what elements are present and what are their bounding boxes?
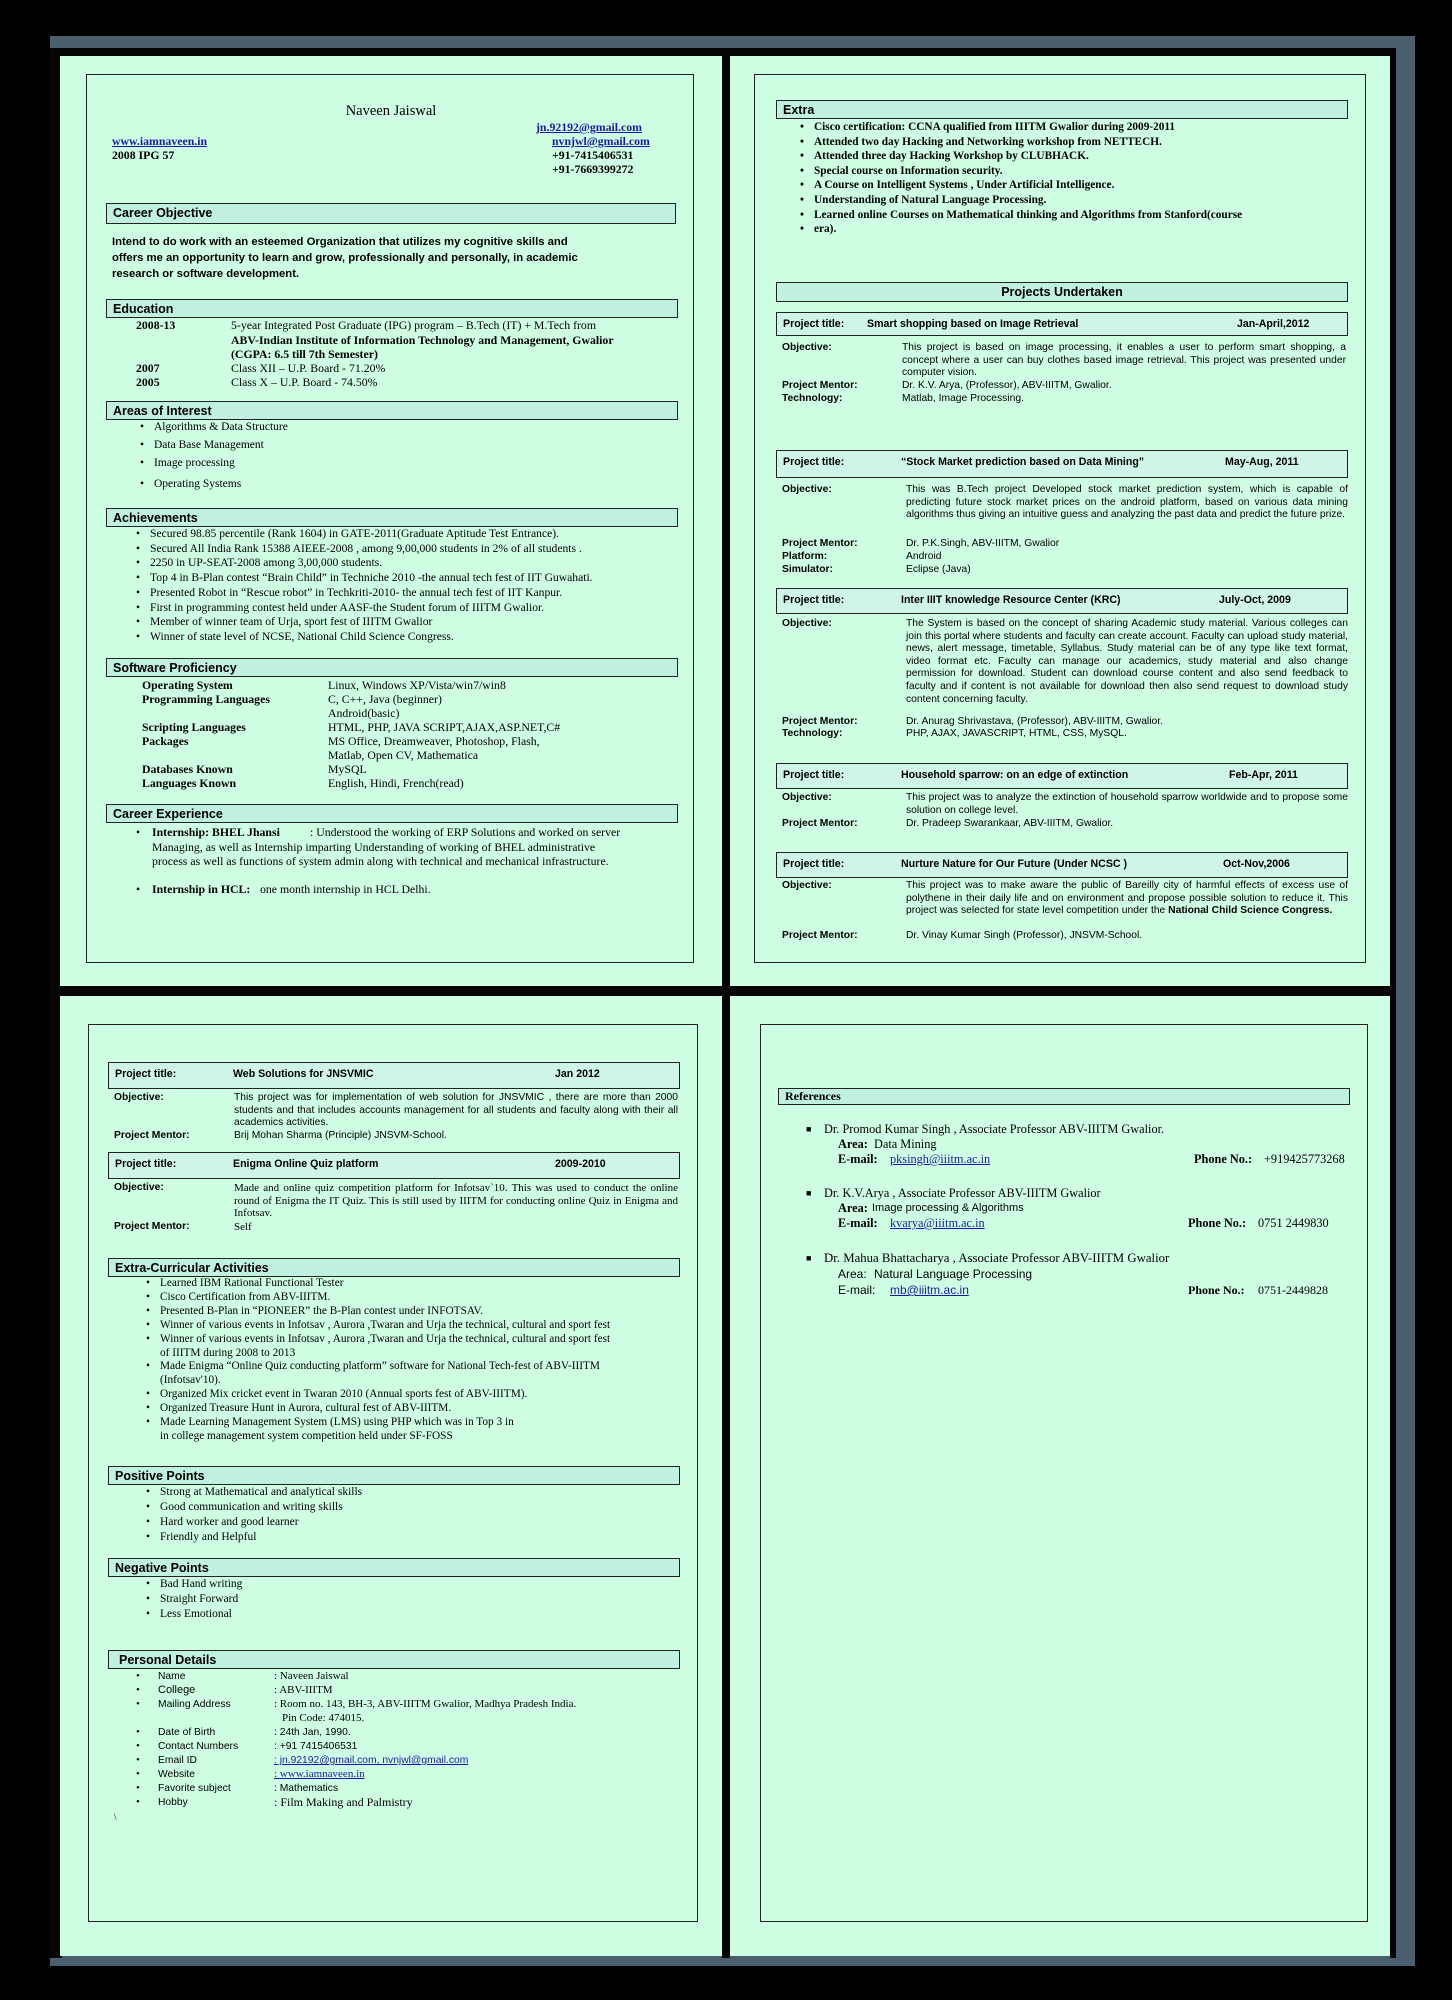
education-line: 5-year Integrated Post Graduate (IPG) program – B.Tech (IT) + M.Tech from [231, 318, 597, 332]
reference-email-label: E-mail: [838, 1152, 878, 1166]
software-key: Programming Languages [142, 692, 270, 706]
list-item: • First in programming contest held under AASF-the Student forum of IIITM Gwalior. [136, 601, 593, 616]
personal-key: Favorite subject [158, 1783, 231, 1794]
continuation-text: era). [814, 223, 837, 236]
mentor-label: Project Mentor: [114, 1221, 190, 1232]
positive-list [146, 1485, 362, 1545]
project-header [776, 852, 1348, 878]
mentor-label: Project Mentor: [782, 380, 858, 391]
objective-text-part: This project was to make aware the public of Bareilly city of harmful effects of excess use of polythene in their daily life and on environment and propose possible solution to reduce it. This project was selected for state level competition under the [906, 880, 1348, 917]
stray-mark: \ [114, 1812, 117, 1822]
frame-right-bar [1390, 48, 1396, 1958]
platform-text: Android [906, 551, 942, 562]
positive-points-heading: Positive Points [108, 1466, 680, 1485]
platform-label: Platform: [782, 551, 828, 562]
project-title: Household sparrow: on an edge of extinction [901, 769, 1129, 781]
project-date: Oct-Nov,2006 [1223, 858, 1290, 870]
objective-label: Objective: [782, 618, 832, 629]
software-proficiency-heading: Software Proficiency [106, 658, 678, 677]
list-item-continuation [146, 1347, 610, 1361]
list-item: • Secured All India Rank 15388 AIEEE-2008 , among 9,00,000 students in 2% of all students . [136, 542, 593, 557]
list-item: • Presented Robot in “Rescue robot” in Techkriti-2010- the annual tech fest of IIT Kanpur. [136, 586, 593, 601]
objective-text: This project is based on image processing, it enables a user to perform smart shopping, a concept where a user can buy clothes based image retrieval. This project was presented under computer vision. [902, 342, 1346, 379]
project-title-label: Project title: [783, 318, 845, 330]
areas-of-interest-heading: Areas of Interest [106, 401, 678, 420]
mentor-text: Dr. Pradeep Swarankaar, ABV-IIITM, Gwalior. [906, 818, 1114, 829]
interest-list [140, 420, 288, 495]
list-item: • Friendly and Helpful [146, 1530, 362, 1545]
personal-key: Name [158, 1671, 186, 1682]
software-key: Operating System [142, 678, 233, 692]
experience-line: : Understood the working of ERP Solutions and worked on server [310, 825, 621, 839]
reference-area-label: Area: [838, 1201, 868, 1215]
achievements-list [136, 527, 593, 645]
extracurricular-heading: Extra-Curricular Activities [108, 1258, 680, 1277]
personal-value: : Mathematics [274, 1783, 339, 1794]
list-item: • Cisco Certification from ABV-IIITM. [146, 1291, 610, 1305]
personal-value: : 24th Jan, 1990. [274, 1727, 351, 1738]
objective-line: research or software development. [112, 268, 300, 280]
objective-label: Objective: [782, 342, 832, 353]
reference-name: Dr. K.V.Arya , Associate Professor ABV-IIITM Gwalior [824, 1186, 1101, 1200]
software-key: Databases Known [142, 762, 233, 776]
experience-line: Managing, as well as Internship imparting Understanding of working of BHEL administrative [152, 839, 596, 854]
objective-label: Objective: [782, 880, 832, 891]
education-year-2: 2007 [136, 361, 160, 375]
education-detail-2: Class XII – U.P. Board - 71.20% [231, 361, 386, 375]
personal-key: Contact Numbers [158, 1741, 239, 1752]
objective-label: Objective: [114, 1182, 164, 1193]
software-value: Linux, Windows XP/Vista/win7/win8 [328, 678, 506, 692]
project-title-label: Project title: [783, 769, 845, 781]
personal-key: College [158, 1684, 196, 1696]
career-experience-heading: Career Experience [106, 804, 678, 823]
education-line: ABV-Indian Institute of Information Technology and Management, Gwalior [231, 332, 614, 347]
project-header [108, 1152, 680, 1179]
objective-label: Objective: [114, 1092, 164, 1103]
mentor-text: Dr. P.K.Singh, ABV-IIITM, Gwalior [906, 538, 1060, 549]
personal-value: Pin Code: 474015. [282, 1712, 365, 1724]
list-item: • Made Enigma “Online Quiz conducting platform” software for National Tech-fest of ABV-IIITM [146, 1360, 610, 1374]
list-item: • Cisco certification: CCNA qualified from IIITM Gwalior during 2009-2011 [800, 120, 1242, 135]
list-item-continuation [146, 1430, 610, 1444]
mentor-label: Project Mentor: [114, 1130, 190, 1141]
personal-value: : +91 7415406531 [274, 1741, 358, 1752]
education-heading: Education [106, 299, 678, 318]
simulator-text: Eclipse (Java) [906, 564, 971, 575]
reference-phone: 0751 2449830 [1258, 1216, 1329, 1230]
mentor-text: Brij Mohan Sharma (Principle) JNSVM-School. [234, 1130, 447, 1141]
mentor-label: Project Mentor: [782, 716, 858, 727]
education-year-1: 2008-13 [136, 318, 176, 332]
list-item: • Learned IBM Rational Functional Tester [146, 1277, 610, 1291]
objective-text: The System is based on the concept of sharing Academic study material. Various colleges can join this portal where students and faculty can create account. Faculty can upload study material, news, alert message, timetable, Syllabus. Study material can be of any type like text format, video format etc. Faculty can manage our academics, study material and also change permission for download. Student can download course content and also send feedback to faculty and if content is not available for download then also send request to download study content concerning faculty. [906, 618, 1348, 705]
personal-key: Hobby [158, 1797, 188, 1808]
phone-1: +91-7415406531 [552, 148, 634, 162]
reference-phone-label: Phone No.: [1188, 1283, 1245, 1297]
software-key: Languages Known [142, 776, 237, 790]
resume-page-1: Naveen Jaiswal www.iamnaveen.in 2008 IPG 57 jn.92192@gmail.com nvnjwl@gmail.com +91-7415406531 +91-7669399272 Career Objective Intend to do work with an esteemed Organization that utilizes my cognitive skills and offers me an opportunity to learn and grow, professionally and personally, in academic research or software development. Education 2008-13 5-year Integrated Post Graduate (IPG) program – B.Tech (IT) + M.Tech from ABV-Indian Institute of Information Technology and Management, Gwalior (CGPA: 6.5 till 7th Semester) 2007 Class XII – U.P. Board - 71.20% 2005 Class X – U.P. Board - 74.50% Areas of Interest • Algorithms & Data Structure • Data Base Management • Image processing • Operating Systems Achievements • Secured 98.85 percentile (Rank 1604) in GATE-2011(Graduate Aptitude Test Entrance). • Secured All India Rank 15388 AIEEE-2008 , among 9,00,000 students in 2% of all students . • 2250 in UP-SEAT-2008 among 3,00,000 students. • Top 4 in B-Plan contest “Brain Child” in Techniche 2010 -the annual tech fest of IIT Guwahati. • Presented Robot in “Rescue robot” in Techkriti-2010- the annual tech fest of IIT Kanpur. • First in programming contest held under AASF-the Student forum of IIITM Gwalior. • Member of winner team of Urja, sport fest of IIITM Gwalior • Winner of state level of NCSE, National Child Science Congress. Software Proficiency Operating System Linux, Windows XP/Vista/win7/win8 Programming Languages C, C++, Java (beginner) Android(basic) Scripting Languages HTML, PHP, JAVA SCRIPT,AJAX,ASP.NET,C# Packages MS Office, Dreamweaver, Photoshop, Flash, Matlab, Open CV, Mathematica Databases Known MySQL Languages Known English, Hindi, French(read) Career Experience • Internship: BHEL Jhansi : Understood the working of ERP Solutions and worked on server Managing, as well as Internship imparting Understanding of working of BHEL administrative process as well as functions of system admin along with technical and mechanical infrastructure. • Internship in HCL: one month internship in HCL Delhi. [60, 56, 722, 986]
list-item: • Less Emotional [146, 1607, 242, 1622]
list-item-continuation [800, 222, 1242, 237]
mentor-label: Project Mentor: [782, 538, 858, 549]
resume-name: Naveen Jaiswal [345, 103, 437, 119]
extra-heading: Extra [776, 100, 1348, 119]
objective-text [906, 880, 1348, 918]
list-item: • Strong at Mathematical and analytical skills [146, 1485, 362, 1500]
project-date: Feb-Apr, 2011 [1229, 769, 1298, 781]
list-item: • Straight Forward [146, 1592, 242, 1607]
simulator-label: Simulator: [782, 564, 833, 575]
reference-area-label: Area: [838, 1137, 868, 1151]
email-link-2[interactable]: nvnjwl@gmail.com [552, 134, 650, 148]
objective-bold-part: National Child Science Congress. [1168, 905, 1333, 917]
technology-label: Technology: [782, 393, 843, 404]
mentor-label: Project Mentor: [782, 930, 858, 941]
continuation-text: of IIITM during 2008 to 2013 [160, 1346, 296, 1359]
continuation-text: (Infotsav'10). [160, 1374, 221, 1387]
software-key: Packages [142, 734, 189, 748]
mentor-text: Self [234, 1221, 252, 1233]
education-detail-3: Class X – U.P. Board - 74.50% [231, 375, 378, 389]
reference-phone-label: Phone No.: [1188, 1216, 1247, 1230]
software-value: MS Office, Dreamweaver, Photoshop, Flash, [328, 734, 540, 748]
software-key: Scripting Languages [142, 720, 246, 734]
project-date: Jan 2012 [555, 1068, 600, 1080]
list-item: • Good communication and writing skills [146, 1500, 362, 1515]
project-title-label: Project title: [115, 1068, 177, 1080]
personal-key: Mailing Address [158, 1699, 231, 1710]
project-title: Web Solutions for JNSVMIC [233, 1068, 374, 1080]
project-date: 2009-2010 [555, 1158, 606, 1170]
project-title: Enigma Online Quiz platform [233, 1158, 379, 1170]
list-item: • Organized Mix cricket event in Twaran 2010 (Annual sports fest of ABV-IIITM). [146, 1388, 610, 1402]
project-title: Inter IIIT knowledge Resource Center (KRC) [901, 594, 1121, 606]
list-item: • Hard worker and good learner [146, 1515, 362, 1530]
project-header [776, 763, 1348, 789]
phone-2: +91-7669399272 [552, 162, 634, 176]
list-item: • Bad Hand writing [146, 1577, 242, 1592]
objective-label: Objective: [782, 792, 832, 803]
reference-area-label: Area: [838, 1267, 867, 1281]
software-value: MySQL [328, 762, 367, 776]
reference-email-link[interactable]: kvarya@iiitm.ac.in [890, 1216, 985, 1230]
technology-label: Technology: [782, 728, 843, 739]
objective-text: Made and online quiz competition platform for Infotsav`10. This was used to conduct the online round of Enigma the IT Quiz. This is still used by IIITM for conducting online Quiz in Enigma and Infotsav. [234, 1182, 678, 1220]
career-objective-text [112, 234, 578, 282]
list-item: • Special course on Information security. [800, 164, 1242, 179]
frame-center-bar [722, 48, 730, 1958]
list-item: • Secured 98.85 percentile (Rank 1604) in GATE-2011(Graduate Aptitude Test Entrance). [136, 527, 593, 542]
personal-value: : ABV-IIITM [274, 1684, 333, 1696]
list-item: • Winner of various events in Infotsav , Aurora ,Twaran and Urja the technical, cultural and sport fest [146, 1333, 610, 1347]
software-value: Android(basic) [328, 706, 400, 720]
personal-value: : Naveen Jaiswal [274, 1670, 349, 1682]
projects-heading: Projects Undertaken [776, 282, 1348, 302]
reference-email-label: E-mail: [838, 1216, 878, 1230]
email-link-1[interactable]: jn.92192@gmail.com [536, 120, 642, 134]
list-item: • Top 4 in B-Plan contest “Brain Child” in Techniche 2010 -the annual tech fest of IIT Guwahati. [136, 571, 593, 586]
education-year-3: 2005 [136, 375, 160, 389]
reference-name: Dr. Mahua Bhattacharya , Associate Professor ABV-IIITM Gwalior [824, 1251, 1170, 1265]
career-objective-heading: Career Objective [106, 203, 676, 224]
experience-label: Internship: BHEL Jhansi [152, 825, 280, 839]
project-title-label: Project title: [115, 1158, 177, 1170]
project-title-label: Project title: [783, 858, 845, 870]
list-item: • Operating Systems [140, 477, 288, 495]
list-item: • Presented B-Plan in “PIONEER” the B-Plan contest under INFOTSAV. [146, 1305, 610, 1319]
list-item: • Attended three day Hacking Workshop by CLUBHACK. [800, 149, 1242, 164]
experience-line: process as well as functions of system admin along with technical and mechanical infrastructure. [152, 854, 609, 868]
negative-points-heading: Negative Points [108, 1558, 680, 1577]
resume-page-4: References ■ Dr. Promod Kumar Singh , Associate Professor ABV-IIITM Gwalior. Area: Data Mining E-mail: pksingh@iiitm.ac.in Phone No.: +919425773268 ■ Dr. K.V.Arya , Associate Professor ABV-IIITM Gwalior Area: Image processing & Algorithms E-mail: kvarya@iiitm.ac.in Phone No.: 0751 2449830 ■ Dr. Mahua Bhattacharya , Associate Professor ABV-IIITM Gwalior Area: Natural Language Processing E-mail: mb@iiitm.ac.in Phone No.: 0751-2449828 [730, 996, 1390, 1956]
mentor-label: Project Mentor: [782, 818, 858, 829]
list-item: • Data Base Management [140, 438, 288, 456]
software-value: Matlab, Open CV, Mathematica [328, 748, 479, 762]
project-title-label: Project title: [783, 456, 845, 468]
mentor-text: Dr. Vinay Kumar Singh (Professor), JNSVM-School. [906, 930, 1143, 941]
objective-line: Intend to do work with an esteemed Organization that utilizes my cognitive skills and [112, 236, 568, 248]
reference-phone: +919425773268 [1264, 1152, 1345, 1166]
list-item: • Organized Treasure Hunt in Aurora, cultural fest of ABV-IIITM. [146, 1402, 610, 1416]
reference-phone-label: Phone No.: [1194, 1152, 1253, 1166]
list-item: • Attended two day Hacking and Networking workshop from NETTECH. [800, 135, 1242, 150]
education-line: (CGPA: 6.5 till 7th Semester) [231, 347, 378, 361]
resume-page-3: Project title: Web Solutions for JNSVMIC Jan 2012 Objective: This project was for implementation of web solution for JNSVMIC , there are more than 2000 students and that includes accounts management for all students and faculty along with their all academics activities. Project Mentor: Brij Mohan Sharma (Principle) JNSVM-School. Project title: Enigma Online Quiz platform 2009-2010 Objective: Made and online quiz competition platform for Infotsav`10. This was used to conduct the online round of Enigma the IT Quiz. This is still used by IIITM for conducting online Quiz in Enigma and Infotsav. Project Mentor: Self Extra-Curricular Activities • Learned IBM Rational Functional Tester • Cisco Certification from ABV-IIITM. • Presented B-Plan in “PIONEER” the B-Plan contest under INFOTSAV. • Winner of various events in Infotsav , Aurora ,Twaran and Urja the technical, cultural and sport fest • Winner of various events in Infotsav , Aurora ,Twaran and Urja the technical, cultural and sport fest of IIITM during 2008 to 2013 • Made Enigma “Online Quiz conducting platform” software for National Tech-fest of ABV-IIITM (Infotsav'10). • Organized Mix cricket event in Twaran 2010 (Annual sports fest of ABV-IIITM). • Organized Treasure Hunt in Aurora, cultural fest of ABV-IIITM. • Made Learning Management System (LMS) using PHP which was in Top 3 in in college management system competition held under SF-FOSS Positive Points • Strong at Mathematical and analytical skills • Good communication and writing skills • Hard worker and good learner • Friendly and Helpful Negative Points • Bad Hand writing • Straight Forward • Less Emotional Personal Details • Name : Naveen Jaiswal • College : ABV-IIITM • Mailing Address : Room no. 143, BH-3, ABV-IIITM Gwalior, Madhya Pradesh India. Pin Code: 474015. • Date of Birth : 24th Jan, 1990. • Contact Numbers : +91 7415406531 • Email ID : jn.92192@gmail.com, nvnjwl@gmail.com • Website : www.iamnaveen.in • Favorite subject : Mathematics • Hobby : Film Making and Palmistry \ [60, 996, 722, 1956]
experience-label: Internship in HCL: [152, 882, 251, 896]
software-value: English, Hindi, French(read) [328, 776, 464, 790]
reference-email-link[interactable]: mb@iiitm.ac.in [890, 1283, 969, 1297]
reference-email-link[interactable]: pksingh@iiitm.ac.in [890, 1152, 991, 1166]
list-item: • Image processing [140, 456, 288, 477]
project-title: Smart shopping based on Image Retrieval [867, 318, 1079, 330]
personal-value: : Film Making and Palmistry [274, 1795, 413, 1809]
list-item-continuation [146, 1374, 610, 1388]
reference-name: Dr. Promod Kumar Singh , Associate Professor ABV-IIITM Gwalior. [824, 1122, 1165, 1136]
objective-line: offers me an opportunity to learn and grow, professionally and personally, in academic [112, 252, 578, 264]
objective-text: This project was for implementation of web solution for JNSVMIC , there are more than 2000 students and that includes accounts management for all students and faculty along with their all academics activities. [234, 1092, 678, 1129]
reference-area: Natural Language Processing [874, 1267, 1033, 1281]
reference-area: Data Mining [874, 1137, 937, 1151]
project-title: Nurture Nature for Our Future (Under NCSC ) [901, 858, 1128, 870]
list-item: • Understanding of Natural Language Processing. [800, 193, 1242, 208]
list-item: • Winner of state level of NCSE, National Child Science Congress. [136, 630, 593, 645]
mentor-text: Dr. Anurag Shrivastava, (Professor), ABV-IIITM, Gwalior. [906, 716, 1163, 727]
personal-details-heading: Personal Details [108, 1650, 680, 1669]
personal-email-links[interactable]: : jn.92192@gmail.com, nvnjwl@gmail.com [274, 1755, 469, 1766]
project-title: “Stock Market prediction based on Data Mining” [901, 456, 1145, 468]
achievements-heading: Achievements [106, 508, 678, 527]
objective-text: This was B.Tech project Developed stock market prediction system, which is capable of predicting future stock market prices on the android platform, based on various data mining algorithms thus giving an intuitive guess and analyzing the past data and predict the future prize. [906, 484, 1348, 521]
project-header [108, 1062, 680, 1089]
project-date: May-Aug, 2011 [1225, 456, 1299, 468]
personal-value: : Room no. 143, BH-3, ABV-IIITM Gwalior, Madhya Pradesh India. [274, 1698, 577, 1710]
project-date: Jan-April,2012 [1237, 318, 1310, 330]
references-heading: References [778, 1088, 1350, 1105]
technology-text: Matlab, Image Processing. [902, 393, 1024, 404]
list-item: • A Course on Intelligent Systems , Under Artificial Intelligence. [800, 178, 1242, 193]
continuation-text: in college management system competition held under SF-FOSS [160, 1429, 453, 1442]
list-item: • Learned online Courses on Mathematical thinking and Algorithms from Stanford(course [800, 208, 1242, 223]
website-link[interactable]: www.iamnaveen.in [112, 134, 208, 148]
objective-label: Objective: [782, 484, 832, 495]
reference-phone: 0751-2449828 [1258, 1283, 1328, 1297]
education-detail-1 [231, 318, 614, 362]
batch-label: 2008 IPG 57 [112, 148, 175, 162]
reference-email-label: E-mail: [838, 1283, 876, 1297]
personal-key: Email ID [158, 1755, 197, 1766]
extra-list [800, 120, 1242, 237]
software-value: C, C++, Java (beginner) [328, 692, 442, 706]
project-title-label: Project title: [783, 594, 845, 606]
project-header [776, 588, 1348, 614]
experience-line: one month internship in HCL Delhi. [260, 882, 431, 896]
reference-area: Image processing & Algorithms [872, 1202, 1024, 1214]
extracurricular-list [146, 1277, 610, 1444]
technology-text: PHP, AJAX, JAVASCRIPT, HTML, CSS, MySQL. [906, 728, 1127, 739]
negative-list [146, 1577, 242, 1622]
project-header [776, 312, 1348, 336]
personal-key: Date of Birth [158, 1727, 216, 1738]
software-value: HTML, PHP, JAVA SCRIPT,AJAX,ASP.NET,C# [328, 720, 561, 734]
list-item: • Winner of various events in Infotsav , Aurora ,Twaran and Urja the technical, cultural and sport fest [146, 1319, 610, 1333]
project-date: July-Oct, 2009 [1219, 594, 1291, 606]
project-header [776, 450, 1348, 478]
mentor-text: Dr. K.V. Arya, (Professor), ABV-IIITM, Gwalior. [902, 380, 1112, 391]
list-item: • Algorithms & Data Structure [140, 420, 288, 438]
list-item: • 2250 in UP-SEAT-2008 among 3,00,000 students. [136, 556, 593, 571]
list-item: • Member of winner team of Urja, sport fest of IIITM Gwalior [136, 615, 593, 630]
personal-website-link[interactable]: : www.iamnaveen.in [274, 1768, 365, 1780]
personal-key: Website [158, 1769, 196, 1780]
objective-text: This project was to analyze the extinction of household sparrow worldwide and to propose some solution on college level. [906, 792, 1348, 816]
resume-page-2 [730, 56, 1390, 986]
list-item: • Made Learning Management System (LMS) using PHP which was in Top 3 in [146, 1416, 610, 1430]
